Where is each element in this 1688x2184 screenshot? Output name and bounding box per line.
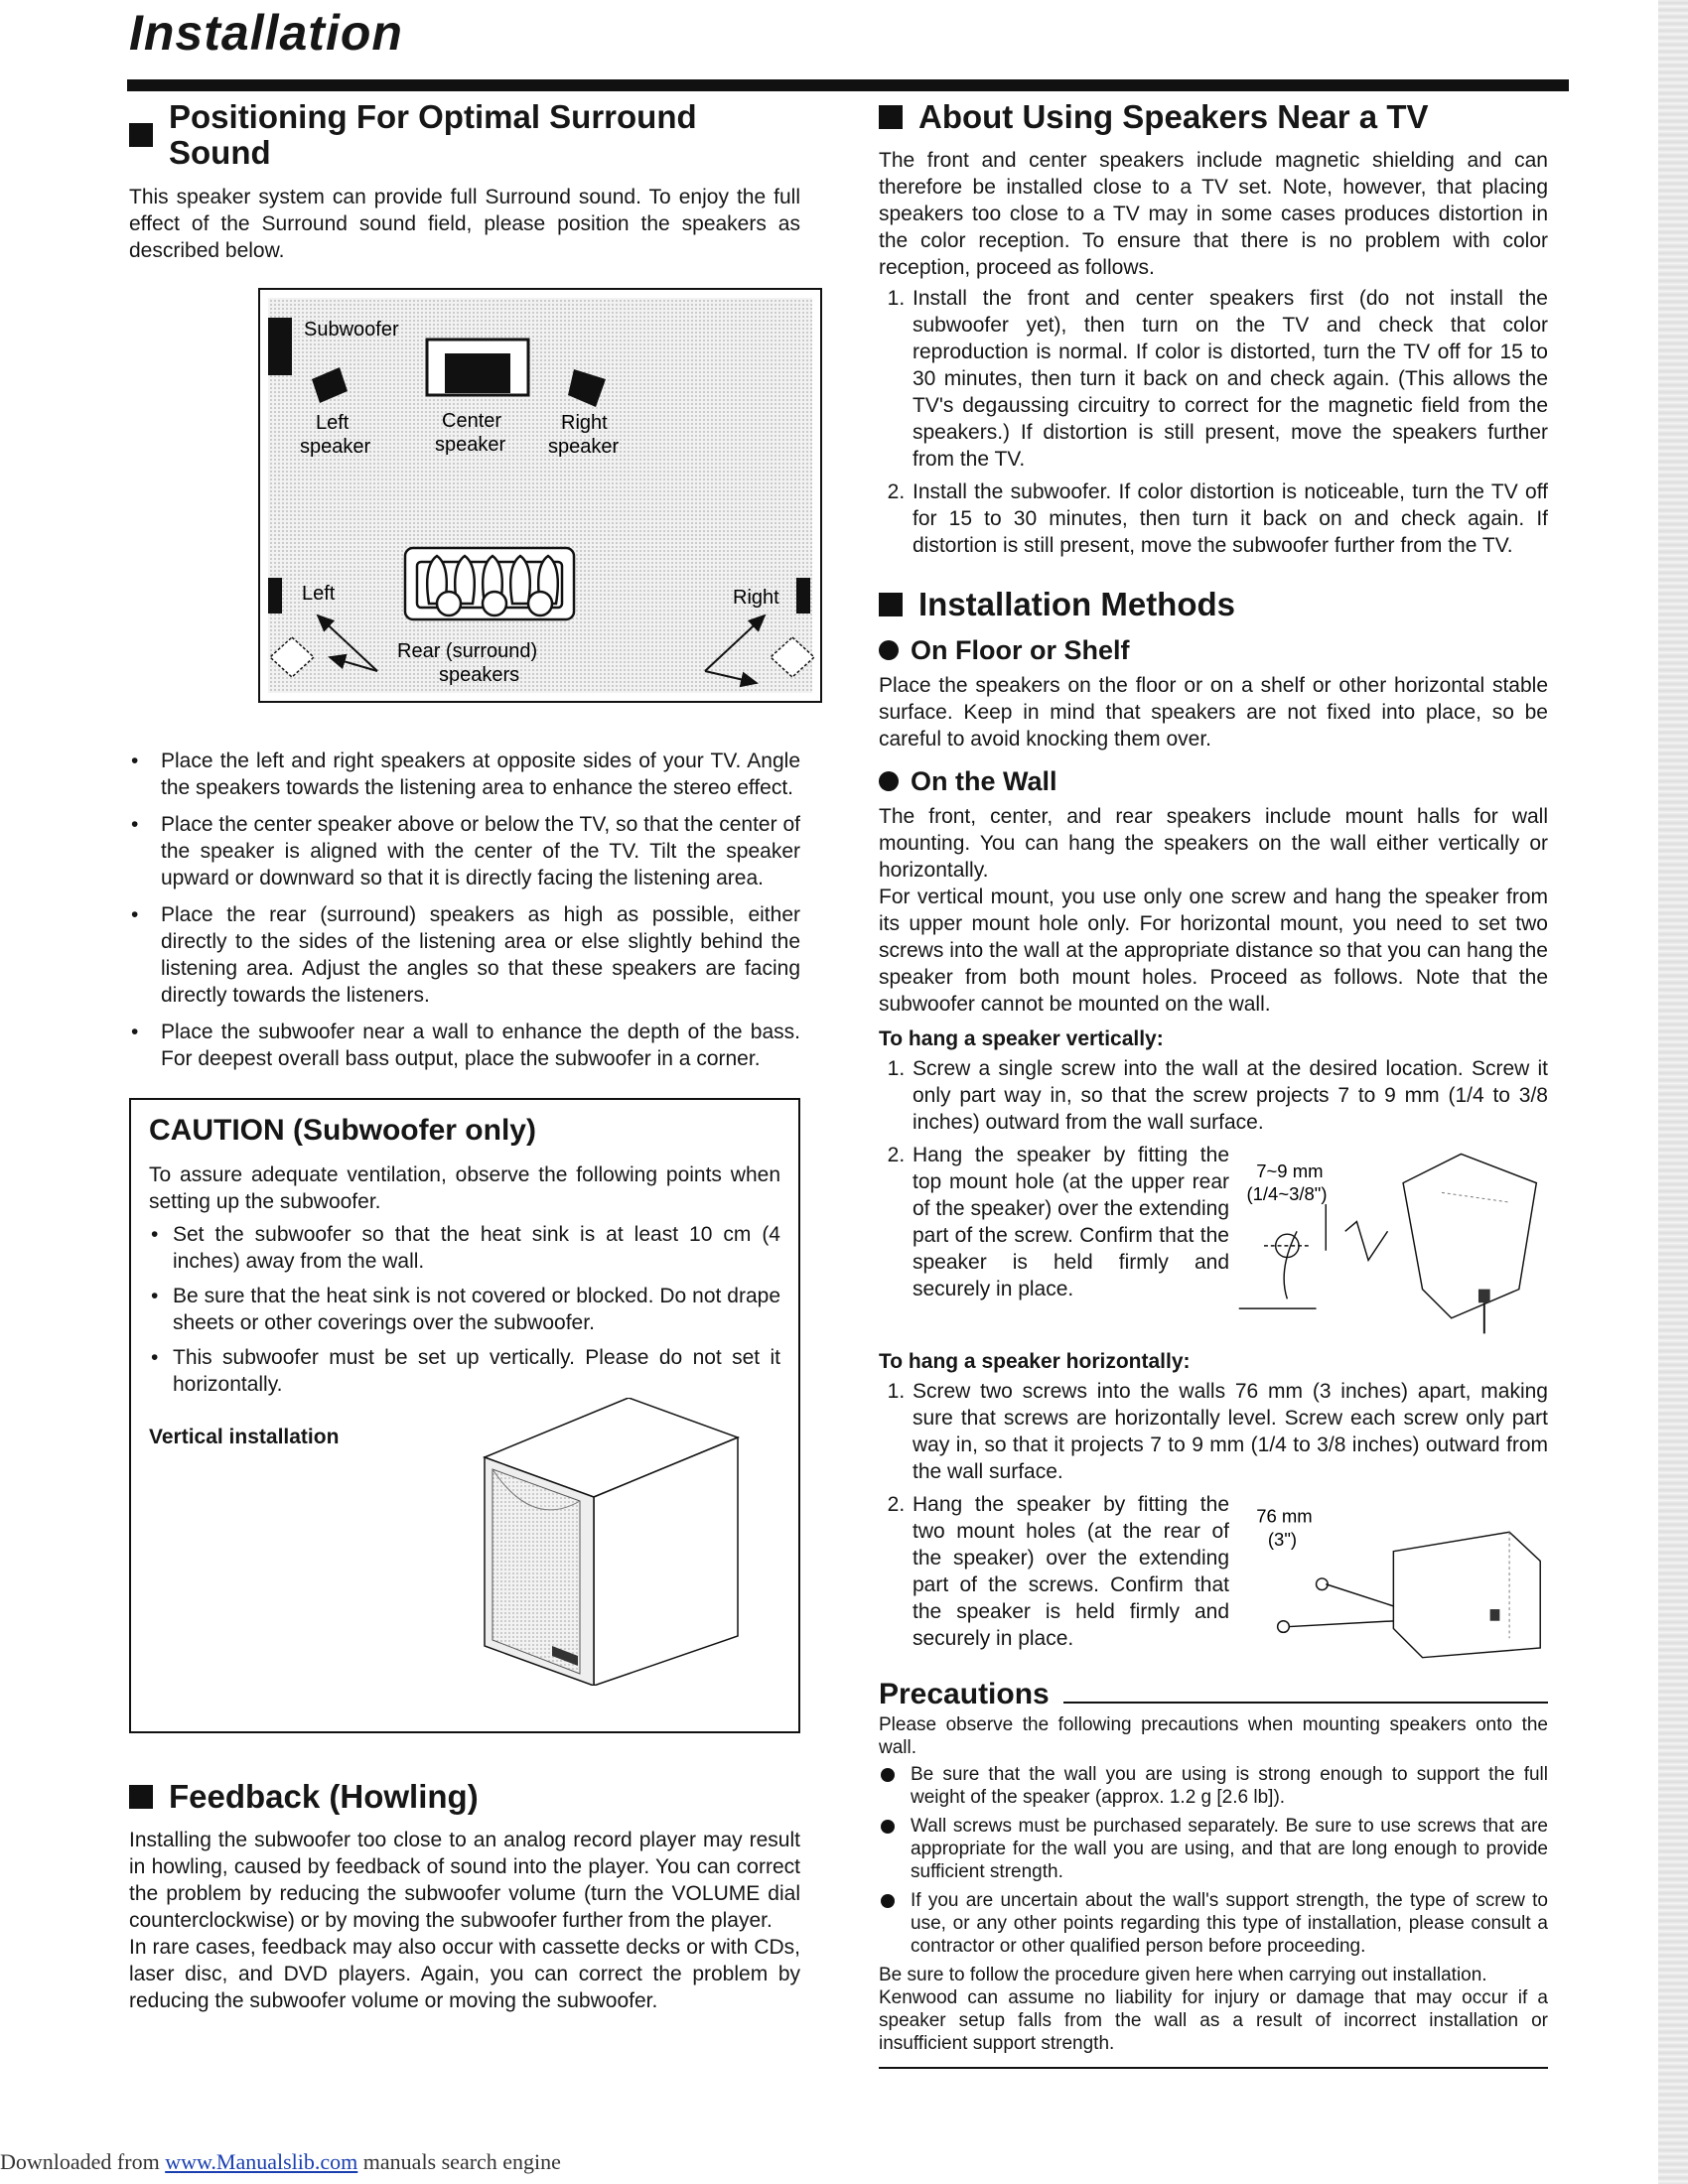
page-title: Installation: [129, 5, 403, 61]
wall-p2: For vertical mount, you use only one screw and hang the speaker from its upper mount hole only. For horizontal mount, you need to set two screws into the wall at the appropriate distance so that you can hang the speaker from both mount holes. Proceed as follows. Note that the subwoofer cannot be mounted on the wall.: [879, 885, 1548, 1016]
heading-rule: [1063, 1702, 1548, 1704]
positioning-heading: Positioning For Optimal Surround Sound: [129, 99, 800, 172]
tv-intro: The front and center speakers include magnetic shielding and can therefore be installed close to a TV set. Note, however, that placing speakers too close to a TV may in some cases produces distortion in the color reception. To ensure that there is no problem with color reception, proceed as follows.: [879, 149, 1548, 280]
rear-speakers-label-2: speakers: [439, 663, 520, 686]
precautions-heading: Precautions: [879, 1678, 1548, 1711]
list-item: Be sure that the wall you are using is strong enough to support the full weight of the speaker (approx. 1.2 g [2.6 lb]).: [879, 1763, 1548, 1809]
title-rule: [127, 79, 1569, 91]
right-speaker-label-2: speaker: [548, 435, 620, 458]
sofa-icon: [405, 548, 574, 619]
square-bullet-icon: [879, 593, 903, 616]
bullet-dot-icon: [879, 771, 899, 791]
list-item: • Set the subwoofer so that the heat sink is at least 10 cm (4 inches) away from the wall.: [149, 1221, 780, 1275]
positioning-bullets: [129, 748, 800, 1072]
subwoofer-illustration: [465, 1398, 763, 1686]
list-item: 1. Screw two screws into the walls 76 mm (3 inches) apart, making sure that screws are horizontally level. Screw each screw only part way in, so that it projects 7 to 9 mm (1/4 to 3/8 inches) outward from the wall surface.: [911, 1378, 1548, 1485]
wall-heading: On the Wall: [879, 766, 1548, 797]
screw-icon: [1278, 1620, 1290, 1632]
wall-p1: The front, center, and rear speakers include mount halls for wall mounting. You can hang the speakers on the wall either vertically or horizontally.: [879, 804, 1548, 882]
square-bullet-icon: [129, 1785, 153, 1809]
positioning-intro: This speaker system can provide full Surround sound. To enjoy the full effect of the Surround sound field, please position the speakers as described below.: [129, 185, 800, 262]
speaker-icon: [1403, 1154, 1536, 1317]
subwoofer-label: Subwoofer: [304, 318, 399, 341]
rear-speakers-label-1: Rear (surround): [397, 639, 538, 662]
left-speaker-label-2: speaker: [300, 435, 371, 458]
speaker-icon: [1393, 1532, 1540, 1657]
svg-text:(3"): (3"): [1267, 1528, 1298, 1550]
feedback-p2: In rare cases, feedback may also occur with cassette decks or with CDs, laser disc, and DVD players. Again, you can correct the problem by reducing the subwoofer volume or moving the subwoofer.: [129, 1935, 800, 2012]
list-item: 1. Screw a single screw into the wall at the desired location. Screw it only part way in, so that the screw projects 7 to 9 mm (1/4 to 3/8 inches) outward from the wall surface.: [911, 1055, 1548, 1136]
precautions-body: [879, 1713, 1548, 2055]
floor-heading: On Floor or Shelf: [879, 635, 1548, 666]
caution-box: [129, 1098, 800, 1733]
vertical-step2-row: [879, 1142, 1548, 1340]
horizontal-mount-figure: [1229, 1491, 1548, 1660]
list-item: • This subwoofer must be set up vertically. Please do not set it horizontally.: [149, 1344, 780, 1398]
rear-left-speaker-icon: [268, 578, 282, 614]
vertical-installation-label: Vertical installation: [149, 1425, 340, 1448]
precautions-p1: Be sure to follow the procedure given here when carrying out installation.: [879, 1964, 1487, 1985]
square-bullet-icon: [879, 105, 903, 129]
left-column: [129, 99, 800, 2014]
vertical-steps: [879, 1055, 1548, 1136]
bottom-rule: [879, 2067, 1548, 2069]
caution-bullets: [149, 1221, 780, 1398]
right-column: [879, 99, 1548, 2069]
rear-right-speaker-icon: [796, 578, 810, 614]
tv-heading: About Using Speakers Near a TV: [879, 99, 1548, 135]
list-item: • Place the left and right speakers at opposite sides of your TV. Angle the speakers towards the listening area to enhance the stereo effect.: [129, 748, 800, 801]
footer: Downloaded from www.Manualslib.com manuals search engine: [0, 2149, 561, 2174]
list-item: If you are uncertain about the wall's support strength, the type of screw to use, or any other points regarding this type of installation, please consult a contractor or other qualified person before proceeding.: [879, 1889, 1548, 1958]
speaker-layout-diagram: [258, 288, 822, 703]
methods-heading: Installation Methods: [879, 587, 1548, 622]
horizontal-steps: [879, 1378, 1548, 1485]
caution-intro: To assure adequate ventilation, observe the following points when setting up the subwoofer.: [149, 1162, 780, 1213]
bullet-dot-icon: [879, 640, 899, 660]
precautions-bullets: [879, 1763, 1548, 1958]
vertical-steps-cont: [879, 1142, 1229, 1308]
center-speaker-label-1: Center: [442, 409, 502, 432]
rear-right-label: Right: [733, 586, 779, 609]
list-item: • Place the rear (surround) speakers as high as possible, either directly to the sides of the listening area or else slightly behind the listening area. Adjust the angles so that these speakers are facing directly towards the listeners.: [129, 901, 800, 1009]
left-speaker-label-1: Left: [316, 411, 350, 434]
vertical-heading: To hang a speaker vertically:: [879, 1026, 1164, 1050]
horizontal-steps-cont: [879, 1491, 1229, 1658]
subwoofer-icon: [268, 318, 292, 375]
feedback-p1: Installing the subwoofer too close to an analog record player may result in howling, caused by feedback of sound into the player. You can correct the problem by reducing the subwoofer volume (turn the VOLUME dial counterclockwise) or by moving the subwoofer further from the player.: [129, 1828, 800, 1932]
right-speaker-label-1: Right: [561, 411, 608, 434]
list-item: 2. Hang the speaker by fitting the top mount hole (at the upper rear of the speaker) over the extending part of the screw. Confirm that the speaker is held firmly and securely in place.: [911, 1142, 1229, 1302]
floor-text: Place the speakers on the floor or on a shelf or other horizontal stable surface. Keep in mind that speakers are not fixed into place, so be careful to avoid knocking them over.: [879, 673, 1548, 751]
list-item: • Place the center speaker above or below the TV, so that the center of the speaker is aligned with the center of the TV. Tilt the speaker upward or downward so that it is directly facing the listening area.: [129, 811, 800, 891]
square-bullet-icon: [129, 123, 153, 147]
tv-steps: [879, 285, 1548, 559]
precautions-intro: Please observe the following precautions when mounting speakers onto the wall.: [879, 1713, 1548, 1758]
list-item: 1. Install the front and center speakers first (do not install the subwoofer yet), then turn on the TV and check that color reproduction is normal. If color is distorted, turn the TV off for 15 to 30 minutes, then turn it back on and check again. (This allows the TV's degaussing circuitry to correct for the magnetic field from the speakers.) If distortion is still present, move the speakers further from the TV.: [911, 285, 1548, 473]
manualslib-link[interactable]: www.Manualslib.com: [165, 2149, 358, 2174]
scan-edge: [1658, 0, 1688, 2184]
list-item: • Be sure that the heat sink is not covered or blocked. Do not drape sheets or other coverings over the subwoofer.: [149, 1283, 780, 1336]
vertical-mount-figure: [1229, 1142, 1548, 1340]
caution-heading: CAUTION (Subwoofer only): [149, 1113, 536, 1147]
svg-text:7~9 mm: 7~9 mm: [1256, 1160, 1324, 1181]
list-item: 2. Hang the speaker by fitting the two mount holes (at the rear of the speaker) over the extending part of the screws. Confirm that the speaker is held firmly and securely in place.: [911, 1491, 1229, 1652]
list-item: 2. Install the subwoofer. If color distortion is noticeable, turn the TV off for 15 to 30 minutes, then turn it back on and check again. If distortion is still present, move the subwoofer further from the TV.: [911, 478, 1548, 559]
svg-text:76 mm: 76 mm: [1256, 1505, 1313, 1527]
feedback-heading: Feedback (Howling): [129, 1779, 800, 1815]
horizontal-heading: To hang a speaker horizontally:: [879, 1349, 1191, 1373]
horizontal-step2-row: [879, 1491, 1548, 1662]
rear-left-label: Left: [302, 582, 336, 605]
center-speaker-label-2: speaker: [435, 433, 506, 456]
svg-text:(1/4~3/8"): (1/4~3/8"): [1246, 1182, 1328, 1204]
list-item: Wall screws must be purchased separately. Be sure to use screws that are appropriate for the wall you are using, and that are long enough to provide sufficient strength.: [879, 1815, 1548, 1883]
list-item: • Place the subwoofer near a wall to enhance the depth of the bass. For deepest overall bass output, place the subwoofer in a corner.: [129, 1019, 800, 1072]
precautions-p2: Kenwood can assume no liability for injury or damage that may occur if a speaker setup falls from the wall as a result of incorrect installation or insufficient support strength.: [879, 1986, 1548, 2054]
